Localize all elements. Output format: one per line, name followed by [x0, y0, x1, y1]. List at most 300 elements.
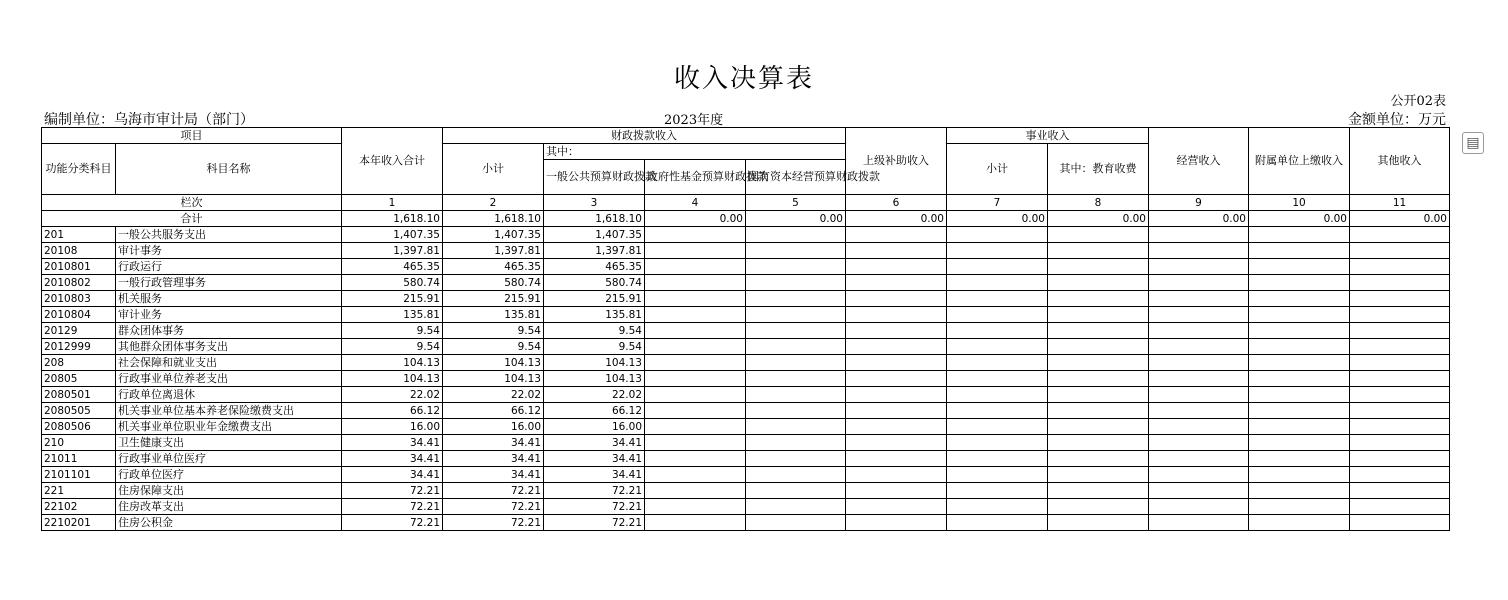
- table-row: [42, 467, 1450, 483]
- empty-cell: [846, 515, 947, 531]
- row-subject-name: 行政运行: [116, 259, 342, 275]
- row-code: 210: [42, 435, 116, 451]
- column-no-label: 栏次: [42, 195, 342, 211]
- table-row: [42, 499, 1450, 515]
- page-title: 收入决算表: [673, 64, 814, 94]
- row-total-income: 22.02: [342, 387, 443, 403]
- row-total-income: 9.54: [342, 323, 443, 339]
- row-total-income: 9.54: [342, 339, 443, 355]
- row-general-public: 104.13: [544, 355, 645, 371]
- empty-cell: [1350, 291, 1450, 307]
- empty-cell: [645, 355, 746, 371]
- row-fiscal-subtotal: 215.91: [443, 291, 544, 307]
- row-fiscal-subtotal: 104.13: [443, 371, 544, 387]
- form-number: 公开02表: [1390, 94, 1446, 109]
- table-row: [42, 419, 1450, 435]
- row-code: 20129: [42, 323, 116, 339]
- empty-cell: [1350, 483, 1450, 499]
- empty-cell: [1350, 339, 1450, 355]
- empty-cell: [947, 275, 1048, 291]
- row-subject-name: 机关事业单位职业年金缴费支出: [116, 419, 342, 435]
- empty-cell: [746, 339, 846, 355]
- empty-cell: [645, 467, 746, 483]
- empty-cell: [746, 307, 846, 323]
- row-code: 2012999: [42, 339, 116, 355]
- header-subject-name: 科目名称: [116, 144, 342, 195]
- row-total-income: 34.41: [342, 451, 443, 467]
- row-fiscal-subtotal: 9.54: [443, 323, 544, 339]
- empty-cell: [1048, 259, 1149, 275]
- empty-cell: [1048, 483, 1149, 499]
- empty-cell: [645, 323, 746, 339]
- col-num: 7: [947, 195, 1048, 211]
- header-career-income: 事业收入: [947, 128, 1149, 144]
- empty-cell: [1149, 323, 1249, 339]
- empty-cell: [746, 515, 846, 531]
- empty-cell: [1149, 339, 1249, 355]
- empty-cell: [1249, 499, 1350, 515]
- empty-cell: [746, 259, 846, 275]
- empty-cell: [746, 435, 846, 451]
- row-fiscal-subtotal: 72.21: [443, 499, 544, 515]
- row-general-public: 1,407.35: [544, 227, 645, 243]
- empty-cell: [1249, 467, 1350, 483]
- empty-cell: [846, 435, 947, 451]
- table-row: [42, 483, 1450, 499]
- header-other-income: 其他收入: [1350, 128, 1450, 195]
- empty-cell: [1249, 339, 1350, 355]
- total-value: 0.00: [1350, 211, 1450, 227]
- row-general-public: 34.41: [544, 451, 645, 467]
- table-row: [42, 339, 1450, 355]
- empty-cell: [645, 243, 746, 259]
- empty-cell: [645, 451, 746, 467]
- empty-cell: [846, 467, 947, 483]
- row-subject-name: 一般行政管理事务: [116, 275, 342, 291]
- empty-cell: [645, 403, 746, 419]
- row-subject-name: 机关服务: [116, 291, 342, 307]
- row-general-public: 72.21: [544, 515, 645, 531]
- total-value: 0.00: [947, 211, 1048, 227]
- row-code: 2080505: [42, 403, 116, 419]
- row-code: 2010802: [42, 275, 116, 291]
- row-general-public: 34.41: [544, 467, 645, 483]
- row-subject-name: 机关事业单位基本养老保险缴费支出: [116, 403, 342, 419]
- empty-cell: [846, 419, 947, 435]
- header-superior-subsidy: 上级补助收入: [846, 128, 947, 195]
- row-code: 2080506: [42, 419, 116, 435]
- empty-cell: [947, 307, 1048, 323]
- empty-cell: [1350, 259, 1450, 275]
- empty-cell: [1149, 243, 1249, 259]
- total-value: 0.00: [746, 211, 846, 227]
- row-total-income: 465.35: [342, 259, 443, 275]
- header-fiscal-grant: 财政拨款收入: [443, 128, 846, 144]
- row-general-public: 66.12: [544, 403, 645, 419]
- empty-cell: [746, 499, 846, 515]
- fiscal-year: 2023年度: [664, 113, 724, 128]
- empty-cell: [1249, 275, 1350, 291]
- empty-cell: [1249, 515, 1350, 531]
- empty-cell: [1149, 435, 1249, 451]
- row-total-income: 104.13: [342, 355, 443, 371]
- row-total-income: 34.41: [342, 435, 443, 451]
- empty-cell: [947, 467, 1048, 483]
- empty-cell: [1249, 387, 1350, 403]
- row-general-public: 9.54: [544, 339, 645, 355]
- row-total-income: 1,407.35: [342, 227, 443, 243]
- row-total-income: 72.21: [342, 515, 443, 531]
- header-operating-income: 经营收入: [1149, 128, 1249, 195]
- empty-cell: [947, 403, 1048, 419]
- row-total-income: 135.81: [342, 307, 443, 323]
- table-row: [42, 515, 1450, 531]
- empty-cell: [746, 467, 846, 483]
- empty-cell: [746, 275, 846, 291]
- empty-cell: [1048, 467, 1149, 483]
- row-fiscal-subtotal: 16.00: [443, 419, 544, 435]
- empty-cell: [947, 323, 1048, 339]
- table-row: [42, 227, 1450, 243]
- empty-cell: [947, 387, 1048, 403]
- empty-cell: [1149, 291, 1249, 307]
- row-subject-name: 一般公共服务支出: [116, 227, 342, 243]
- empty-cell: [846, 387, 947, 403]
- empty-cell: [746, 227, 846, 243]
- empty-cell: [746, 419, 846, 435]
- empty-cell: [1350, 307, 1450, 323]
- empty-cell: [947, 259, 1048, 275]
- data-rows: [42, 227, 1450, 531]
- empty-cell: [746, 371, 846, 387]
- row-general-public: 465.35: [544, 259, 645, 275]
- table-row: [42, 371, 1450, 387]
- total-row: [42, 211, 1450, 227]
- row-total-income: 215.91: [342, 291, 443, 307]
- header-subtotal: 小计: [443, 144, 544, 195]
- empty-cell: [1249, 323, 1350, 339]
- row-code: 2210201: [42, 515, 116, 531]
- row-fiscal-subtotal: 72.21: [443, 483, 544, 499]
- empty-cell: [746, 403, 846, 419]
- row-fiscal-subtotal: 465.35: [443, 259, 544, 275]
- col-num: 9: [1149, 195, 1249, 211]
- row-general-public: 16.00: [544, 419, 645, 435]
- empty-cell: [1149, 499, 1249, 515]
- empty-cell: [846, 499, 947, 515]
- empty-cell: [846, 403, 947, 419]
- empty-cell: [1350, 243, 1450, 259]
- empty-cell: [1149, 259, 1249, 275]
- empty-cell: [1249, 451, 1350, 467]
- empty-cell: [1149, 371, 1249, 387]
- empty-cell: [1048, 499, 1149, 515]
- empty-cell: [1048, 435, 1149, 451]
- total-value: 1,618.10: [443, 211, 544, 227]
- row-general-public: 215.91: [544, 291, 645, 307]
- empty-cell: [846, 483, 947, 499]
- empty-cell: [846, 339, 947, 355]
- empty-cell: [1048, 387, 1149, 403]
- header-gov-fund: 政府性基金预算财政拨款: [645, 160, 746, 195]
- empty-cell: [947, 483, 1048, 499]
- row-code: 2080501: [42, 387, 116, 403]
- empty-cell: [947, 355, 1048, 371]
- empty-cell: [1249, 227, 1350, 243]
- row-code: 20805: [42, 371, 116, 387]
- empty-cell: [1350, 515, 1450, 531]
- row-general-public: 1,397.81: [544, 243, 645, 259]
- row-fiscal-subtotal: 104.13: [443, 355, 544, 371]
- row-subject-name: 行政事业单位养老支出: [116, 371, 342, 387]
- row-total-income: 1,397.81: [342, 243, 443, 259]
- row-total-income: 580.74: [342, 275, 443, 291]
- row-general-public: 104.13: [544, 371, 645, 387]
- empty-cell: [645, 499, 746, 515]
- table-row: [42, 275, 1450, 291]
- empty-cell: [645, 371, 746, 387]
- empty-cell: [846, 323, 947, 339]
- total-label: 合计: [42, 211, 342, 227]
- row-code: 2010803: [42, 291, 116, 307]
- compiling-unit: 编制单位：乌海市审计局（部门）: [44, 112, 254, 128]
- row-subject-name: 住房公积金: [116, 515, 342, 531]
- total-value: 1,618.10: [342, 211, 443, 227]
- empty-cell: [947, 243, 1048, 259]
- empty-cell: [1350, 275, 1450, 291]
- row-general-public: 72.21: [544, 499, 645, 515]
- empty-cell: [1149, 419, 1249, 435]
- header-total-income: 本年收入合计: [342, 128, 443, 195]
- empty-cell: [846, 451, 947, 467]
- col-num: 8: [1048, 195, 1149, 211]
- empty-cell: [645, 227, 746, 243]
- header-affiliated-income: 附属单位上缴收入: [1249, 128, 1350, 195]
- row-fiscal-subtotal: 22.02: [443, 387, 544, 403]
- empty-cell: [645, 435, 746, 451]
- table-row: [42, 403, 1450, 419]
- empty-cell: [1249, 483, 1350, 499]
- empty-cell: [1149, 403, 1249, 419]
- row-total-income: 66.12: [342, 403, 443, 419]
- row-general-public: 9.54: [544, 323, 645, 339]
- empty-cell: [846, 227, 947, 243]
- empty-cell: [1249, 419, 1350, 435]
- empty-cell: [746, 323, 846, 339]
- empty-cell: [746, 291, 846, 307]
- empty-cell: [846, 291, 947, 307]
- row-code: 20108: [42, 243, 116, 259]
- header-project: 项目: [42, 128, 342, 144]
- total-value: 1,618.10: [544, 211, 645, 227]
- table-row: [42, 259, 1450, 275]
- empty-cell: [846, 243, 947, 259]
- empty-cell: [1350, 227, 1450, 243]
- row-code: 22102: [42, 499, 116, 515]
- empty-cell: [1048, 275, 1149, 291]
- empty-cell: [846, 307, 947, 323]
- empty-cell: [846, 355, 947, 371]
- empty-cell: [846, 371, 947, 387]
- row-subject-name: 审计业务: [116, 307, 342, 323]
- empty-cell: [1350, 403, 1450, 419]
- empty-cell: [1249, 403, 1350, 419]
- row-subject-name: 其他群众团体事务支出: [116, 339, 342, 355]
- header-education-fee: 其中：教育收费: [1048, 144, 1149, 195]
- row-code: 208: [42, 355, 116, 371]
- row-subject-name: 社会保障和就业支出: [116, 355, 342, 371]
- empty-cell: [1048, 451, 1149, 467]
- row-subject-name: 卫生健康支出: [116, 435, 342, 451]
- empty-cell: [947, 371, 1048, 387]
- row-subject-name: 群众团体事务: [116, 323, 342, 339]
- total-value: 0.00: [846, 211, 947, 227]
- row-fiscal-subtotal: 580.74: [443, 275, 544, 291]
- table-row: [42, 307, 1450, 323]
- row-subject-name: 住房改革支出: [116, 499, 342, 515]
- empty-cell: [1350, 323, 1450, 339]
- empty-cell: [1149, 515, 1249, 531]
- empty-cell: [1350, 355, 1450, 371]
- table-row: [42, 435, 1450, 451]
- col-num: 3: [544, 195, 645, 211]
- empty-cell: [1350, 387, 1450, 403]
- empty-cell: [1249, 243, 1350, 259]
- empty-cell: [746, 355, 846, 371]
- empty-cell: [1149, 451, 1249, 467]
- empty-cell: [1048, 227, 1149, 243]
- row-fiscal-subtotal: 135.81: [443, 307, 544, 323]
- row-fiscal-subtotal: 34.41: [443, 451, 544, 467]
- row-subject-name: 行政事业单位医疗: [116, 451, 342, 467]
- col-num: 2: [443, 195, 544, 211]
- row-general-public: 72.21: [544, 483, 645, 499]
- empty-cell: [947, 419, 1048, 435]
- row-fiscal-subtotal: 34.41: [443, 435, 544, 451]
- empty-cell: [1149, 467, 1249, 483]
- row-code: 21011: [42, 451, 116, 467]
- empty-cell: [1048, 403, 1149, 419]
- row-total-income: 72.21: [342, 499, 443, 515]
- empty-cell: [746, 451, 846, 467]
- row-total-income: 34.41: [342, 467, 443, 483]
- empty-cell: [645, 275, 746, 291]
- row-code: 2101101: [42, 467, 116, 483]
- empty-cell: [1048, 371, 1149, 387]
- col-num: 5: [746, 195, 846, 211]
- row-subject-name: 行政单位离退休: [116, 387, 342, 403]
- empty-cell: [1048, 339, 1149, 355]
- empty-cell: [645, 307, 746, 323]
- empty-cell: [1249, 371, 1350, 387]
- empty-cell: [846, 259, 947, 275]
- table-row: [42, 291, 1450, 307]
- row-subject-name: 审计事务: [116, 243, 342, 259]
- empty-cell: [1249, 435, 1350, 451]
- empty-cell: [1149, 307, 1249, 323]
- empty-cell: [1249, 355, 1350, 371]
- row-total-income: 16.00: [342, 419, 443, 435]
- empty-cell: [645, 387, 746, 403]
- total-value: 0.00: [1048, 211, 1149, 227]
- row-code: 2010804: [42, 307, 116, 323]
- total-value: 0.00: [1149, 211, 1249, 227]
- empty-cell: [1350, 419, 1450, 435]
- header-general-public: 一般公共预算财政拨款: [544, 160, 645, 195]
- col-num: 6: [846, 195, 947, 211]
- empty-cell: [1350, 371, 1450, 387]
- empty-cell: [1048, 323, 1149, 339]
- empty-cell: [1048, 307, 1149, 323]
- empty-cell: [645, 339, 746, 355]
- row-total-income: 72.21: [342, 483, 443, 499]
- empty-cell: [1350, 467, 1450, 483]
- empty-cell: [1249, 307, 1350, 323]
- col-num: 10: [1249, 195, 1350, 211]
- col-num: 4: [645, 195, 746, 211]
- empty-cell: [947, 339, 1048, 355]
- amount-unit: 金额单位：万元: [1348, 112, 1446, 128]
- table-view-icon[interactable]: ▤: [1462, 132, 1484, 154]
- col-num: 11: [1350, 195, 1450, 211]
- empty-cell: [1149, 355, 1249, 371]
- empty-cell: [947, 499, 1048, 515]
- empty-cell: [645, 483, 746, 499]
- empty-cell: [1149, 483, 1249, 499]
- empty-cell: [846, 275, 947, 291]
- empty-cell: [1350, 451, 1450, 467]
- empty-cell: [1048, 515, 1149, 531]
- row-fiscal-subtotal: 66.12: [443, 403, 544, 419]
- row-fiscal-subtotal: 34.41: [443, 467, 544, 483]
- row-general-public: 580.74: [544, 275, 645, 291]
- header-state-capital: 国有资本经营预算财政拨款: [746, 160, 846, 195]
- empty-cell: [1048, 243, 1149, 259]
- empty-cell: [1149, 387, 1249, 403]
- row-subject-name: 住房保障支出: [116, 483, 342, 499]
- empty-cell: [947, 515, 1048, 531]
- empty-cell: [645, 259, 746, 275]
- empty-cell: [1048, 291, 1149, 307]
- empty-cell: [1350, 435, 1450, 451]
- header-func-code: 功能分类科目: [42, 144, 116, 195]
- row-fiscal-subtotal: 1,407.35: [443, 227, 544, 243]
- empty-cell: [645, 515, 746, 531]
- empty-cell: [746, 387, 846, 403]
- empty-cell: [947, 451, 1048, 467]
- table-row: [42, 451, 1450, 467]
- table-row: [42, 243, 1450, 259]
- table-row: [42, 387, 1450, 403]
- row-fiscal-subtotal: 9.54: [443, 339, 544, 355]
- row-subject-name: 行政单位医疗: [116, 467, 342, 483]
- empty-cell: [1048, 355, 1149, 371]
- row-code: 221: [42, 483, 116, 499]
- row-fiscal-subtotal: 1,397.81: [443, 243, 544, 259]
- row-general-public: 22.02: [544, 387, 645, 403]
- empty-cell: [645, 291, 746, 307]
- table-row: [42, 323, 1450, 339]
- row-general-public: 135.81: [544, 307, 645, 323]
- empty-cell: [1149, 227, 1249, 243]
- row-code: 2010801: [42, 259, 116, 275]
- empty-cell: [947, 435, 1048, 451]
- row-fiscal-subtotal: 72.21: [443, 515, 544, 531]
- table-row: [42, 355, 1450, 371]
- empty-cell: [1249, 291, 1350, 307]
- total-value: 0.00: [1249, 211, 1350, 227]
- empty-cell: [1350, 499, 1450, 515]
